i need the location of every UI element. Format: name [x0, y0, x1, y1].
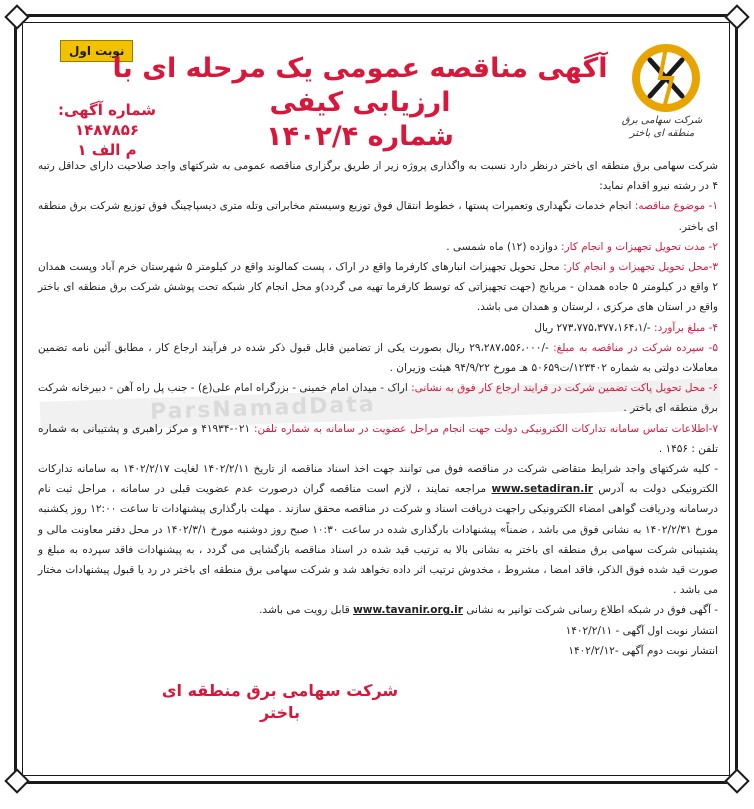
publish-date-1: انتشار نوبت اول آگهی - ۱۴۰۲/۲/۱۱: [565, 624, 718, 637]
item-contact: ۷-اطلاعات تماس سامانه تدارکات الکترونیکی دولت جهت انجام مراحل عضویت در سامانه به شماره تلفن: ۰۲۱-۴۱۹۳۴ و مرکز راهبری و پشتیبانی به شماره تلفن : ۱۴۵۶ .: [38, 422, 718, 455]
publish-round-badge: نوبت اول: [60, 40, 133, 62]
publish-date-2: انتشار نوبت دوم آگهی -۱۴۰۲/۲/۱۲: [568, 644, 718, 657]
tavanir-paragraph: - آگهی فوق در شبکه اطلاع رسانی شرکت توانیر به نشانی www.tavanir.org.ir قابل رویت می باشد.: [259, 604, 718, 617]
title-line-2: شماره ۱۴۰۲/۴: [266, 121, 454, 152]
notice-number: [36, 100, 178, 160]
company-signature: شرکت سهامی برق منطقه ای باختر: [161, 681, 399, 722]
item-subject: ۱- موضوع مناقصه: انجام خدمات نگهداری وتعمیرات پستها ، خطوط انتقال فوق توزیع وسیستم مخابراتی وتله متری دیسپاچینگ فوق توزیع شرکت برق منطقه ای باختر.: [38, 200, 718, 233]
notice-number-line-1: شماره آگهی: ۱۴۸۷۸۵۶: [57, 101, 157, 139]
intro-paragraph: شرکت سهامی برق منطقه ای باختر درنظر دارد نسبت به واگذاری پروژه زیر از طریق برگزاری مناقصه عمومی به شرکتهای واجد صلاحیت دارای حداقل رتبه ۴ در رشته نیرو اقدام نماید:: [38, 160, 718, 193]
notice-body: [38, 156, 718, 661]
item-estimate: ۴- مبلغ برآورد: -/۲۷۳،۷۷۵،۳۷۷،۱۶۴،۱ ریال: [534, 321, 718, 334]
item-location: ۳-محل تحویل تجهیزات و انجام کار: محل تحویل تجهیزات انبارهای کارفرما واقع در اراک ، پست کمالوند واقع در کیلومتر ۵ شهرستان خرم آباد وپست همدان ۲ واقع در کیلومتر ۵ جاده همدان - مریانج (جهت تجهیزاتی که توسط کارفرما تهیه می گردد)و محل انجام کار شبکه تحت پوشش شرکت برق منطقه ای باختر واقع در استان های مرکزی ، لرستان و همدان می باشد.: [38, 261, 718, 314]
title-line-1: آگهی مناقصه عمومی یک مرحله ای با ارزیابی کیفی: [112, 53, 608, 118]
page-title: [110, 52, 610, 154]
item-deposit: ۵- سپرده شرکت در مناقصه به مبلغ: -/۲۹،۲۸۷،۵۵۶،۰۰۰ ریال بصورت یکی از تضامین قابل قبول ذکر شده در فرآیند ارجاع کار ، مطابق آئین نامه تضمین معاملات دولتی به شماره ۱۲۳۴۰۲/ت۵۰۶۵۹ هـ مورخ ۹۴/۹/۲۲ هیئت وزیران .: [38, 341, 718, 375]
item-delivery: ۶- محل تحویل پاکت تضمین شرکت در فرایند ارجاع کار فوق به نشانی: اراک - میدان امام خمینی - بزرگراه امام علی(ع) - جنب پل راه آهن - دبیرخانه شرکت برق منطقه ای باختر .: [38, 382, 718, 415]
tavanir-link[interactable]: www.tavanir.org.ir: [353, 604, 463, 617]
notice-number-line-2: م الف ۱: [77, 141, 137, 159]
item-duration: ۲- مدت تحویل تجهیزات و انجام کار: دوازده (۱۲) ماه شمسی .: [446, 240, 718, 253]
logo-caption: شرکت سهامی برق منطقه ای باختر: [621, 115, 703, 139]
conditions-paragraph: - کلیه شرکتهای واجد شرایط متقاضی شرکت در مناقصه فوق می توانند جهت اخذ اسناد مناقصه از تاریخ ۱۴۰۲/۲/۱۱ لغایت ۱۴۰۲/۲/۱۷ به سامانه تدارکات الکترونیکی دولت به آدرس www.setadiran.ir مراجعه نمایند ، لازم است مناقصه گران درصورت عدم عضویت قبلی در سامانه ، مراحل ثبت نام درسامانه ودریافت گواهی امضاء الکترونیکی راجهت دریافت اسناد و شرکت در مناقصه محقق سازند . مهلت بارگذاری پیشنهادات تا ساعت ۱۲:۰۰ روز یکشنبه مورخ ۱۴۰۲/۲/۳۱ به نشانی فوق می باشد ، ضمناً» پیشنهادات بارگذاری شده در ساعت ۱۰:۳۰ صبح روز دوشنبه مورخ ۱۴۰۲/۳/۱ در محل دفتر معاونت مالی و پشتیبانی شرکت سهامی برق منطقه ای باختر به نشانی بالا به ترتیب قید شده در اسناد مناقصه بازگشایی می گردد ، به پیشنهادات فاقد سپرده به مبلغ و صورت قید شده فوق الذکر، فاقد امضا ، مشروط ، مخدوش ترتیب اثر داده نخواهد شد و شرکت سهامی برق منطقه ای باختر در رد یا قبول پیشنهادات مختار می باشد .: [38, 463, 719, 597]
watermark: ParsNamadData: [40, 378, 721, 432]
setadiran-link[interactable]: www.setadiran.ir: [491, 483, 593, 496]
